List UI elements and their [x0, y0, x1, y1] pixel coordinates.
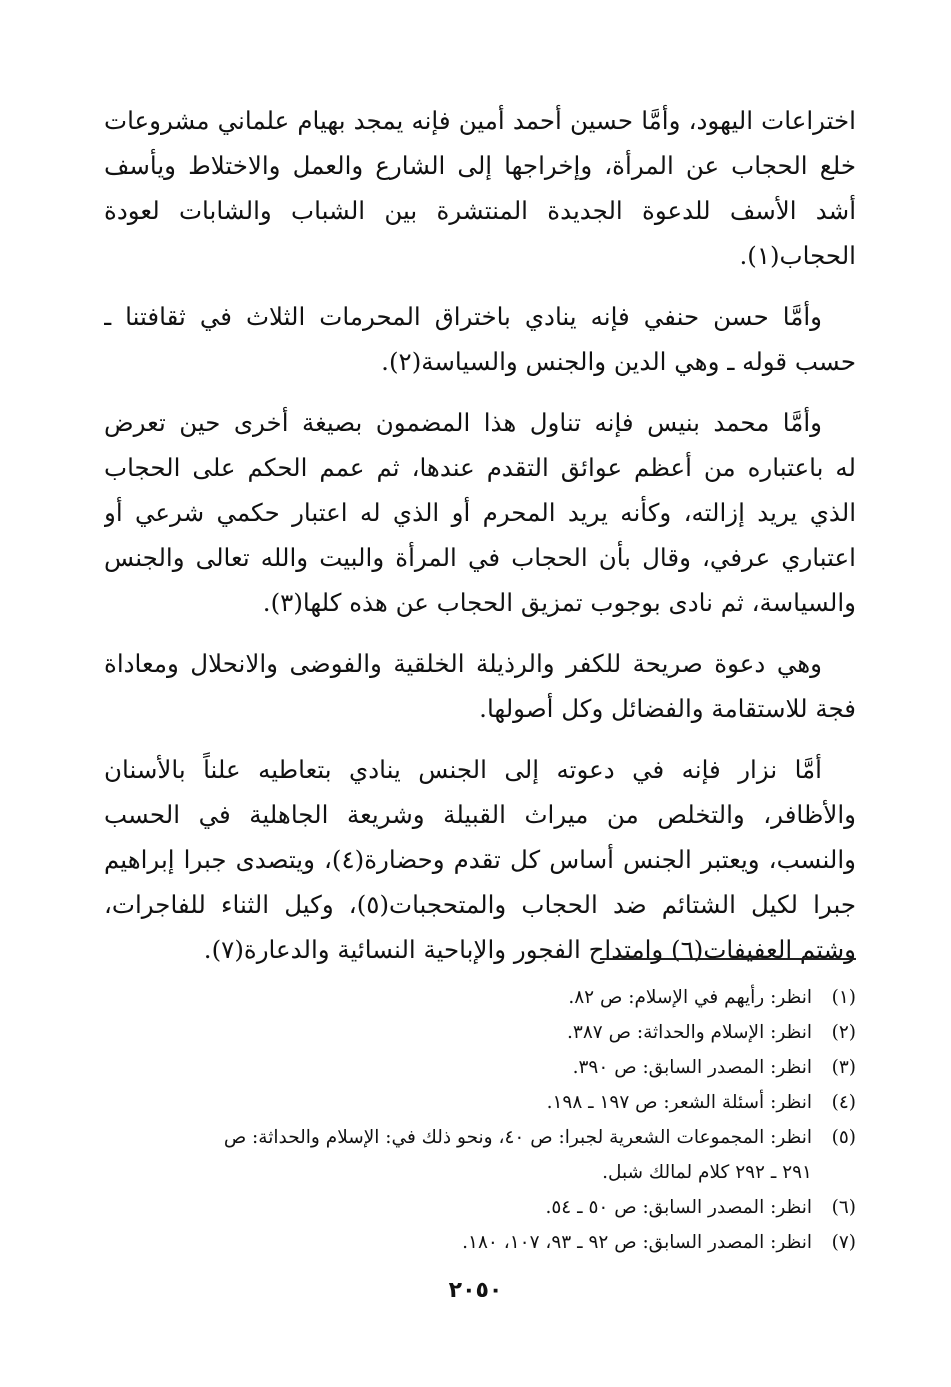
footnote-5: [100, 1120, 856, 1155]
footnote-6: [100, 1190, 856, 1225]
text-line: وأمَّا حسن حنفي فإنه ينادي باختراق المحرمات الثلاث في ثقافتنا ـ: [104, 302, 822, 331]
text-line: فجة للاستقامة والفضائل وكل أصولها.: [479, 694, 856, 723]
footnote-1: [100, 980, 856, 1015]
main-text: [104, 98, 856, 988]
text-line: والأظافر، والتخلص من ميراث القبيلة وشريعة الجاهلية في الحسب: [104, 800, 856, 829]
text-line: والنسب، ويعتبر الجنس أساس كل تقدم وحضارة(٤)، ويتصدى جبرا إبراهيم: [104, 845, 856, 874]
footnote-5-continued: [100, 1155, 856, 1190]
footnotes: [100, 980, 856, 1260]
footnote-2: [100, 1015, 856, 1050]
footnote-7: [100, 1225, 856, 1260]
text-line: له باعتباره من أعظم عوائق التقدم عندها، ثم عمم الحكم على الحجاب: [104, 453, 856, 482]
text-line: الذي يريد إزالته، وكأنه يريد المحرم أو الذي له اعتبار حكمي شرعي أو: [104, 498, 856, 527]
footnote-text: انظر: الإسلام والحداثة: ص ٣٨٧.: [567, 1022, 812, 1043]
text-line: أمَّا نزار فإنه في دعوته إلى الجنس ينادي بتعاطيه علناً بالأسنان: [104, 755, 822, 784]
footnote-number: (٤): [831, 1092, 856, 1113]
footnote-number: (٦): [831, 1197, 856, 1218]
paragraph-1: [104, 98, 856, 278]
paragraph-3: [104, 400, 856, 625]
footnote-4: [100, 1085, 856, 1120]
footnote-3: [100, 1050, 856, 1085]
footnote-number: (٧): [831, 1232, 856, 1253]
footnote-text: ٢٩١ ـ ٢٩٢ كلام لمالك شبل.: [602, 1162, 812, 1183]
footnote-number: (١): [831, 987, 856, 1008]
paragraph-2: [104, 294, 856, 384]
footnote-number: (٢): [831, 1022, 856, 1043]
text-line: وشتم العفيفات(٦) وامتداح الفجور والإباحية النسائية والدعارة(٧).: [203, 935, 856, 964]
text-line: خلع الحجاب عن المرأة، وإخراجها إلى الشارع والعمل والاختلاط ويأسف: [104, 151, 856, 180]
text-line: جبرا لكيل الشتائم ضد الحجاب والمتحجبات(٥)، وكيل الثناء للفاجرات،: [104, 890, 856, 919]
footnote-separator: [600, 958, 856, 960]
text-line: أشد الأسف للدعوة الجديدة المنتشرة بين الشباب والشابات لعودة: [104, 196, 856, 225]
text-line: وهي دعوة صريحة للكفر والرذيلة الخلقية والفوضى والانحلال ومعاداة: [104, 649, 822, 678]
text-line: وأمَّا محمد بنيس فإنه تناول هذا المضمون بصيغة أخرى حين تعرض: [104, 408, 822, 437]
footnote-number-blank: [812, 1155, 856, 1190]
text-line: اختراعات اليهود، وأمَّا حسين أحمد أمين فإنه يمجد بهيام علماني مشروعات: [104, 106, 856, 135]
text-line: الحجاب(١).: [739, 241, 856, 270]
footnote-number: (٥): [831, 1127, 856, 1148]
footnote-text: انظر: المصدر السابق: ص ٩٢ ـ ٩٣، ١٠٧، ١٨٠.: [462, 1232, 812, 1253]
paragraph-4: [104, 641, 856, 731]
text-line: اعتباري عرفي، وقال بأن الحجاب في المرأة والبيت والله تعالى والجنس: [104, 543, 856, 572]
text-line: حسب قوله ـ وهي الدين والجنس والسياسة(٢).: [381, 347, 856, 376]
footnote-text: انظر: المجموعات الشعرية لجبرا: ص ٤٠، ونحو ذلك في: الإسلام والحداثة: ص: [223, 1127, 812, 1148]
footnote-text: انظر: المصدر السابق: ص ٣٩٠.: [572, 1057, 812, 1078]
paragraph-5: [104, 747, 856, 972]
footnote-text: انظر: رأيهم في الإسلام: ص ٨٢.: [568, 987, 812, 1008]
footnote-number: (٣): [831, 1057, 856, 1078]
page-number: ٢٠٥٠: [448, 1278, 503, 1303]
footnote-text: انظر: المصدر السابق: ص ٥٠ ـ ٥٤.: [545, 1197, 812, 1218]
footnote-text: انظر: أسئلة الشعر: ص ١٩٧ ـ ١٩٨.: [546, 1092, 812, 1113]
text-line: والسياسة، ثم نادى بوجوب تمزيق الحجاب عن هذه كلها(٣).: [262, 588, 856, 617]
